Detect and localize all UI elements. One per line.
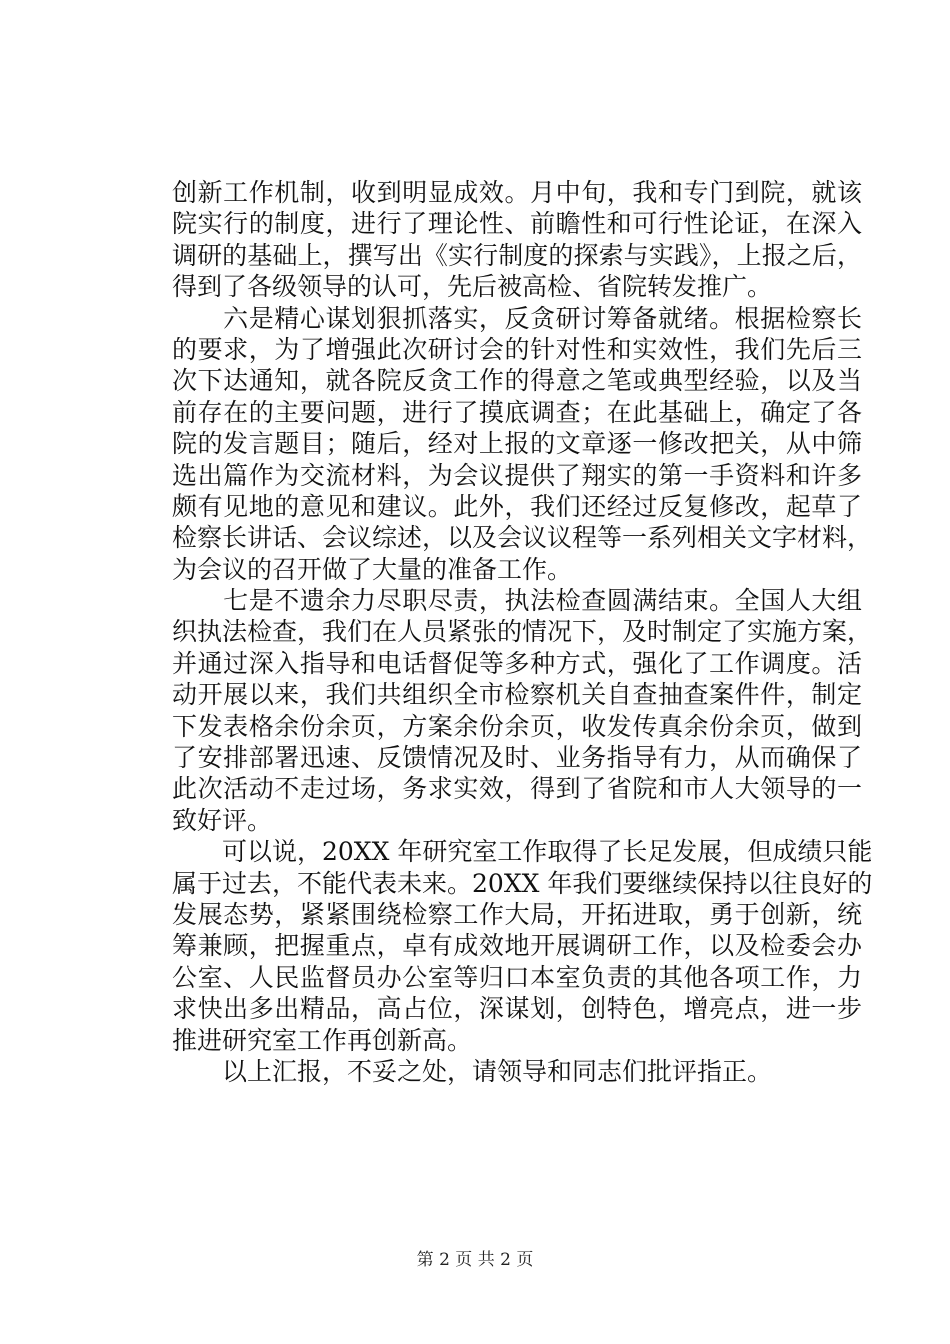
text-line: 可以说，20XX 年研究室工作取得了长足发展，但成绩只能 <box>172 837 873 867</box>
document-body <box>172 177 873 1087</box>
text-line: 颇有见地的意见和建议。此外，我们还经过反复修改，起草了 <box>172 491 862 521</box>
text-line: 下发表格余份余页，方案余份余页，收发传真余份余页，做到 <box>172 711 862 741</box>
text-line: 得到了各级领导的认可，先后被高检、省院转发推广。 <box>172 272 773 302</box>
text-line: 次下达通知，就各院反贪工作的得意之笔或典型经验，以及当 <box>172 366 862 396</box>
text-line: 检察长讲话、会议综述，以及会议议程等一系列相关文字材料， <box>172 523 873 553</box>
text-line: 选出篇作为交流材料，为会议提供了翔实的第一手资料和许多 <box>172 460 862 490</box>
text-line: 此次活动不走过场，务求实效，得到了省院和市人大领导的一 <box>172 774 862 804</box>
text-line: 以上汇报，不妥之处，请领导和同志们批评指正。 <box>172 1056 773 1086</box>
text-line: 求快出多出精品，高占位，深谋划，创特色，增亮点，进一步 <box>172 994 862 1024</box>
text-line: 织执法检查，我们在人员紧张的情况下，及时制定了实施方案， <box>172 617 873 647</box>
text-line: 院的发言题目；随后，经对上报的文章逐一修改把关，从中筛 <box>172 429 862 459</box>
text-line: 动开展以来，我们共组织全市检察机关自查抽查案件件，制定 <box>172 680 862 710</box>
text-line: 了安排部署迅速、反馈情况及时、业务指导有力，从而确保了 <box>172 743 862 773</box>
text-line: 公室、人民监督员办公室等归口本室负责的其他各项工作，力 <box>172 962 862 992</box>
text-line: 推进研究室工作再创新高。 <box>172 1025 473 1055</box>
page-footer <box>0 1245 950 1270</box>
text-line: 调研的基础上，撰写出《实行制度的探索与实践》，上报之后， <box>172 240 862 270</box>
text-line: 属于过去，不能代表未来。20XX 年我们要继续保持以往良好的 <box>172 868 873 898</box>
text-line: 筹兼顾，把握重点，卓有成效地开展调研工作，以及检委会办 <box>172 931 862 961</box>
text-line: 的要求，为了增强此次研讨会的针对性和实效性，我们先后三 <box>172 334 862 364</box>
text-line: 并通过深入指导和电话督促等多种方式，强化了工作调度。活 <box>172 648 862 678</box>
text-line: 六是精心谋划狠抓落实，反贪研讨筹备就绪。根据检察长 <box>172 303 862 333</box>
text-line: 为会议的召开做了大量的准备工作。 <box>172 554 573 584</box>
text-line: 七是不遗余力尽职尽责，执法检查圆满结束。全国人大组 <box>172 586 862 616</box>
text-line: 前存在的主要问题，进行了摸底调查；在此基础上，确定了各 <box>172 397 862 427</box>
page-number-label: 第 2 页 共 2 页 <box>416 1250 534 1270</box>
text-line: 发展态势，紧紧围绕检察工作大局，开拓进取，勇于创新，统 <box>172 899 862 929</box>
text-line: 致好评。 <box>172 805 273 835</box>
text-line: 院实行的制度，进行了理论性、前瞻性和可行性论证，在深入 <box>172 209 862 239</box>
text-line: 创新工作机制，收到明显成效。月中旬，我和专门到院，就该 <box>172 178 862 207</box>
